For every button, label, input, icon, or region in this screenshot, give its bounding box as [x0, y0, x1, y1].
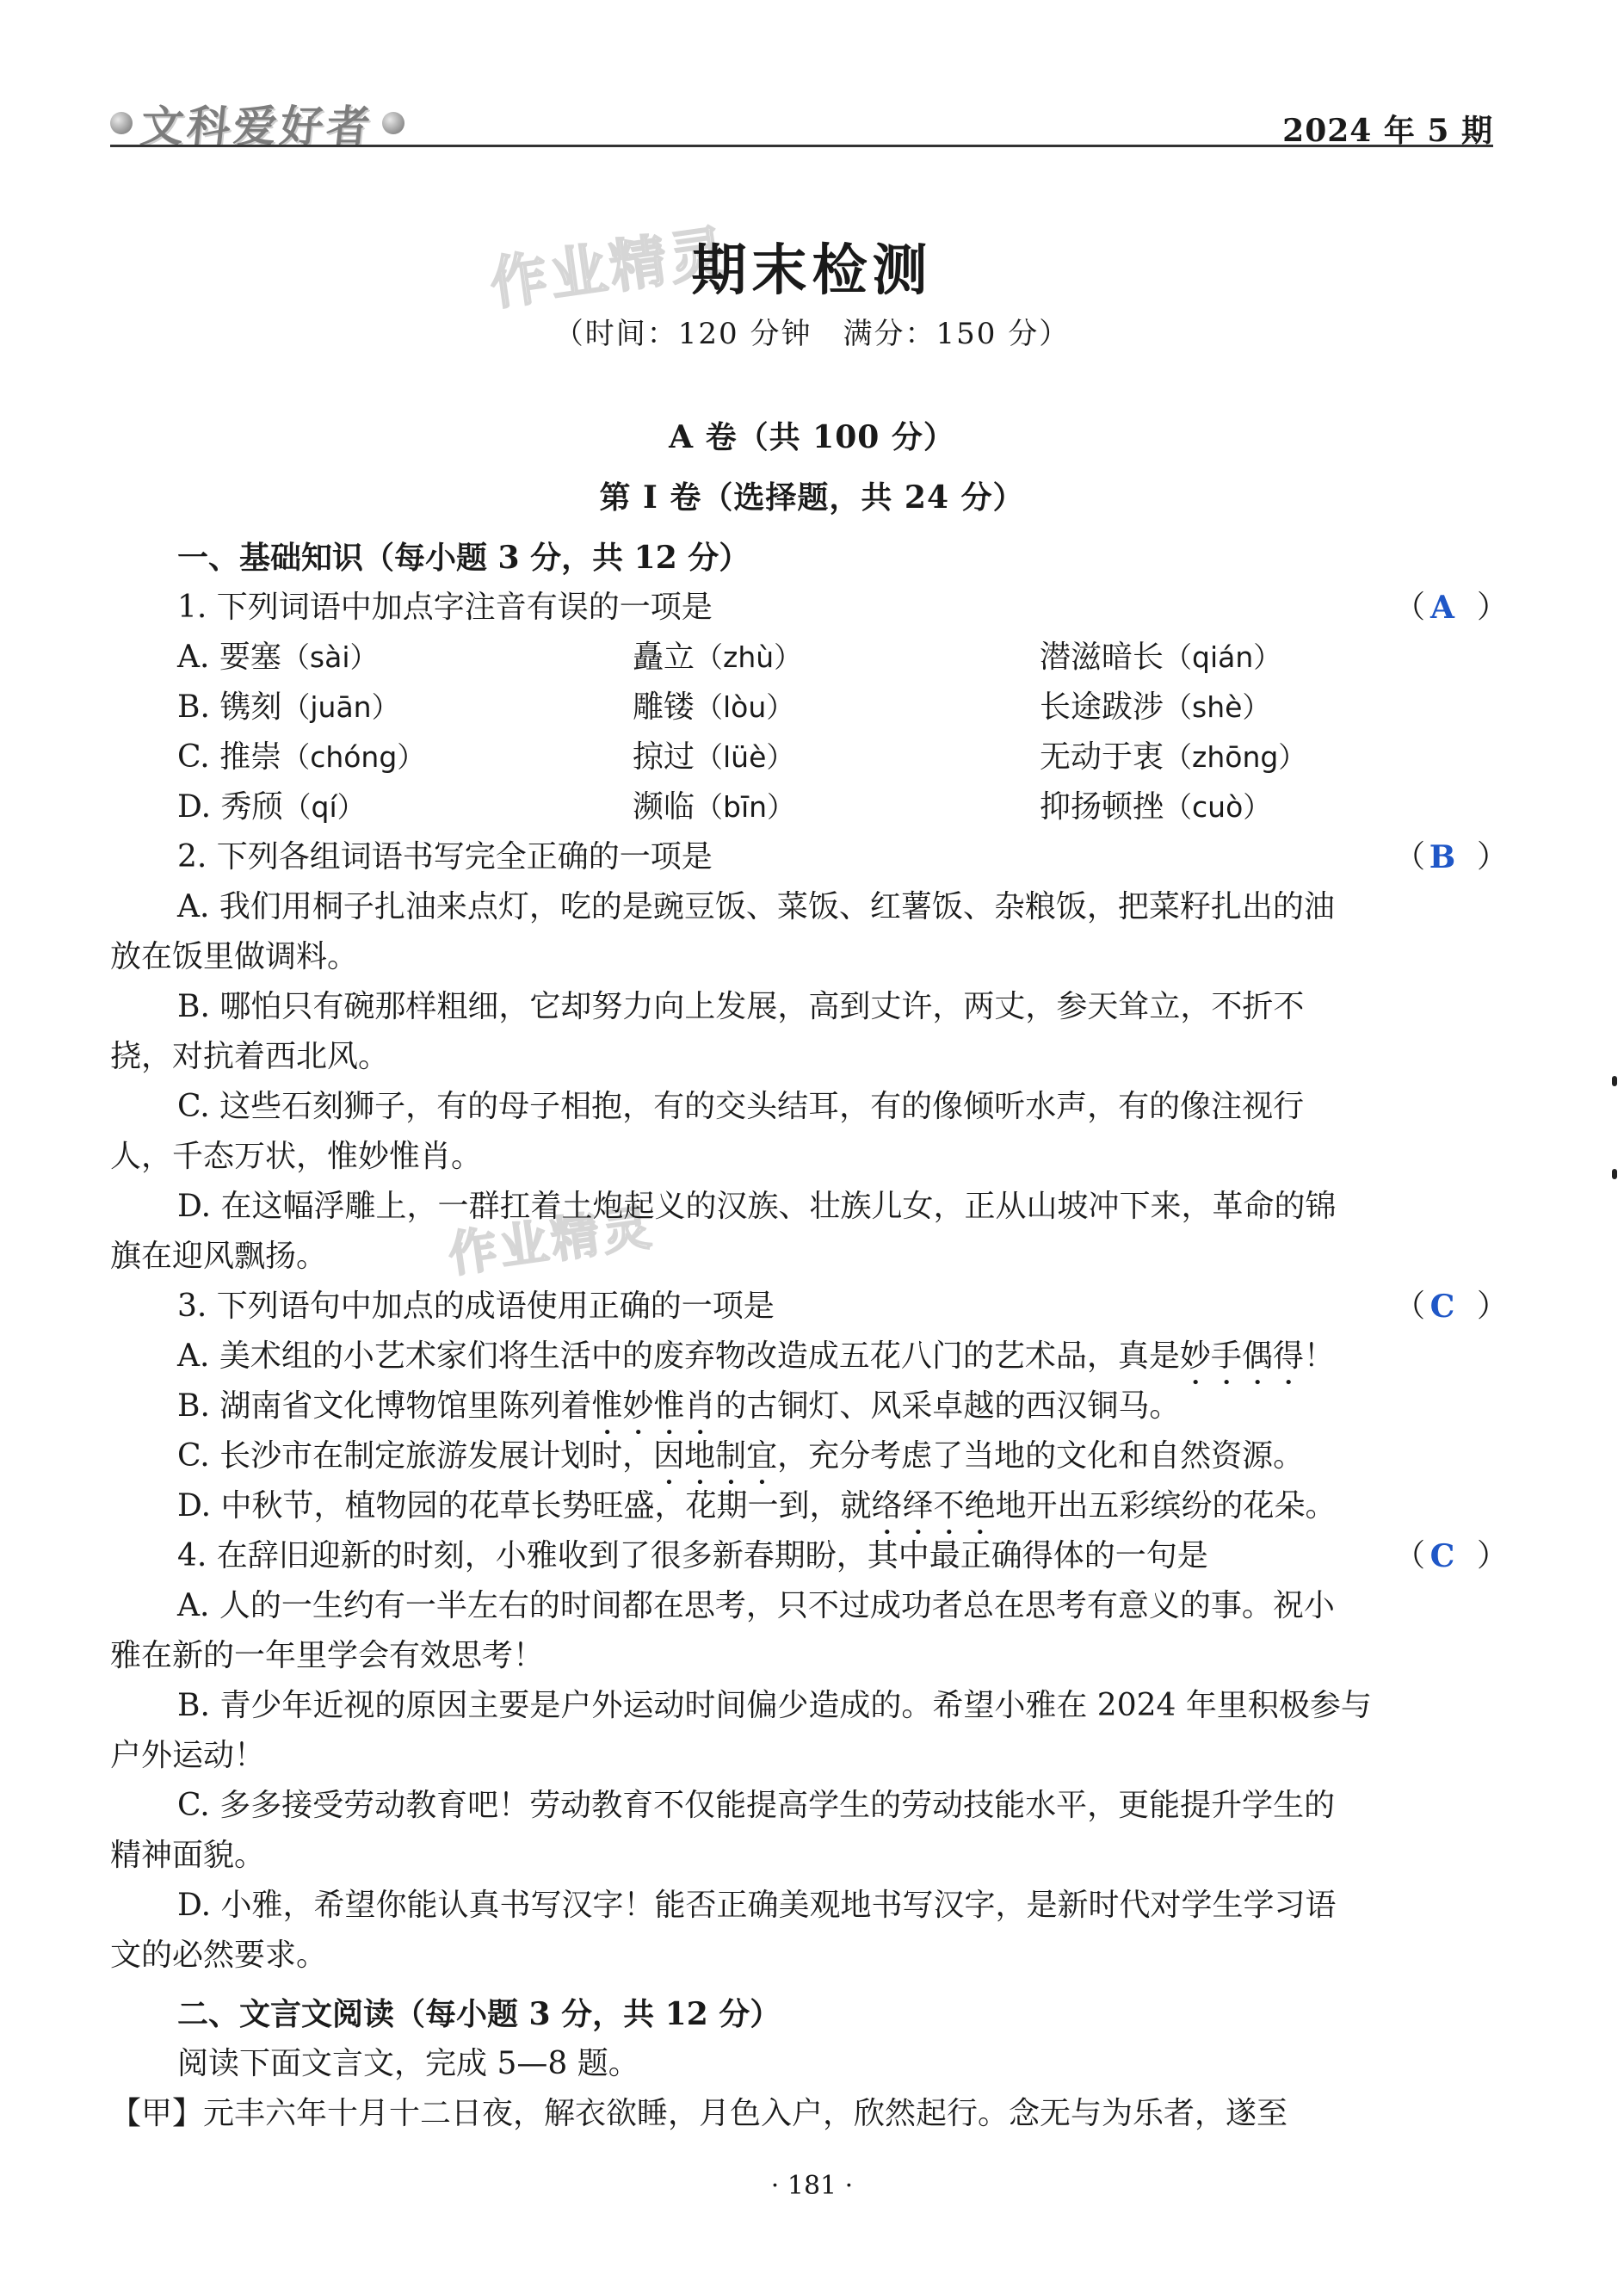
answer-letter: C: [1429, 1289, 1455, 1325]
masthead-right-dot-icon: [382, 112, 404, 134]
q4-option-a-cont: 雅在新的一年里学会有效思考！: [110, 1638, 545, 1673]
question-1: [0, 582, 1624, 634]
issue-label: 2024 年 5 期: [1282, 113, 1493, 149]
q1-option-row: B. 镌刻（juān） 雕镂（lòu） 长途跋涉（shè）: [177, 689, 1271, 725]
watermark: 作业精灵: [445, 1199, 658, 1284]
masthead-left-dot-icon: [110, 112, 133, 134]
q2-option-c-cont: 人，千态万状，惟妙惟肖。: [110, 1139, 483, 1174]
q2-option-a: A. 我们用桐子扎油来点灯，吃的是豌豆饭、菜饭、红薯饭、杂粮饭，把菜籽扎出的油: [177, 889, 1335, 924]
dotted-idiom: 因地制宜: [653, 1438, 778, 1474]
page-title: 期末检测: [691, 238, 933, 303]
dotted-idiom: 惟妙惟肖: [591, 1388, 716, 1424]
q4-option-b: B. 青少年近视的原因主要是户外运动时间偏少造成的。希望小雅在 2024 年里积极参与: [177, 1688, 1372, 1723]
part-a-heading: A 卷（共 100 分）: [669, 419, 955, 455]
answer-bracket: （ C ）: [1394, 1530, 1491, 1582]
q2-option-b: B. 哪怕只有碗那样粗细，它却努力向上发展，高到丈许，两丈，参天耸立，不折不: [177, 989, 1305, 1024]
q4-option-d-cont: 文的必然要求。: [110, 1938, 328, 1973]
classical-text-line: 【甲】元丰六年十月十二日夜，解衣欲睡，月色入户，欣然起行。念无与为乐者，遂至: [110, 2096, 1288, 2131]
watermark: 作业精灵: [485, 218, 734, 318]
q1-option-row: A. 要塞（sài） 矗立（zhù） 潜滋暗长（qián）: [177, 640, 1282, 675]
header-rule: [110, 145, 1493, 147]
question-stem: 3. 下列语句中加点的成语使用正确的一项是: [177, 1289, 775, 1324]
q4-option-b-cont: 户外运动！: [110, 1738, 266, 1773]
masthead-brand: 文科爱好者: [138, 102, 376, 151]
page-number: · 181 ·: [770, 2171, 854, 2201]
q2-option-c: C. 这些石刻狮子，有的母子相抱，有的交头结耳，有的像倾听水声，有的像注视行: [177, 1089, 1305, 1124]
q3-option-b: B. 湖南省文化博物馆里陈列着惟妙惟肖的古铜灯、风采卓越的西汉铜马。: [177, 1388, 1181, 1424]
section-heading: 一、基础知识（每小题 3 分，共 12 分）: [177, 540, 750, 576]
q2-option-a-cont: 放在饭里做调料。: [110, 939, 359, 974]
q4-option-a: A. 人的一生约有一半左右的时间都在思考，只不过成功者总在思考有意义的事。祝小: [177, 1588, 1335, 1623]
scan-mark: [1612, 1076, 1617, 1086]
question-3: [0, 1281, 1624, 1332]
question-2: [0, 831, 1624, 883]
answer-bracket: （ C ）: [1394, 1281, 1491, 1332]
question-stem: 2. 下列各组词语书写完全正确的一项是: [177, 839, 713, 875]
scan-mark: [1612, 1169, 1617, 1179]
reading-instruction: 阅读下面文言文，完成 5—8 题。: [177, 2046, 639, 2081]
question-stem: 1. 下列词语中加点字注音有误的一项是: [177, 590, 713, 625]
q3-option-c: C. 长沙市在制定旅游发展计划时，因地制宜，充分考虑了当地的文化和自然资源。: [177, 1438, 1305, 1474]
q3-option-a: A. 美术组的小艺术家们将生活中的废弃物改造成五花八门的艺术品，真是妙手偶得！: [177, 1338, 1335, 1374]
exam-info: （时间：120 分钟 满分：150 分）: [553, 317, 1071, 351]
answer-bracket: （ A ）: [1394, 582, 1491, 634]
dotted-idiom: 络绎不绝: [871, 1488, 996, 1524]
q4-option-c: C. 多多接受劳动教育吧！劳动教育不仅能提高学生的劳动技能水平，更能提升学生的: [177, 1788, 1336, 1823]
q4-option-c-cont: 精神面貌。: [110, 1838, 266, 1873]
answer-bracket: （ B ）: [1394, 831, 1491, 883]
section-heading: 二、文言文阅读（每小题 3 分，共 12 分）: [177, 1996, 781, 2032]
q3-option-d: D. 中秋节，植物园的花草长势旺盛，花期一到，就络绎不绝地开出五彩缤纷的花朵。: [177, 1488, 1337, 1524]
part-1-heading: 第 Ⅰ 卷（选择题，共 24 分）: [599, 479, 1025, 516]
answer-letter: C: [1429, 1538, 1455, 1574]
q1-option-row: C. 推崇（chóng） 掠过（lüè） 无动于衷（zhōng）: [177, 739, 1307, 775]
q4-option-d: D. 小雅，希望你能认真书写汉字！能否正确美观地书写汉字，是新时代对学生学习语: [177, 1888, 1337, 1923]
question-stem: 4. 在辞旧迎新的时刻，小雅收到了很多新春期盼，其中最正确得体的一句是: [177, 1538, 1208, 1573]
q2-option-d: D. 在这幅浮雕上，一群扛着土炮起义的汉族、壮族儿女，正从山坡冲下来，革命的锦: [177, 1189, 1337, 1224]
dotted-idiom: 妙手偶得: [1179, 1338, 1304, 1374]
q2-option-b-cont: 挠，对抗着西北风。: [110, 1039, 390, 1074]
answer-letter: A: [1430, 590, 1454, 626]
q2-option-d-cont: 旗在迎风飘扬。: [110, 1239, 328, 1274]
question-4: [0, 1530, 1624, 1582]
answer-letter: B: [1429, 839, 1456, 875]
q1-option-row: D. 秀颀（qí） 濒临（bīn） 抑扬顿挫（cuò）: [177, 789, 1272, 825]
masthead: [110, 96, 404, 150]
